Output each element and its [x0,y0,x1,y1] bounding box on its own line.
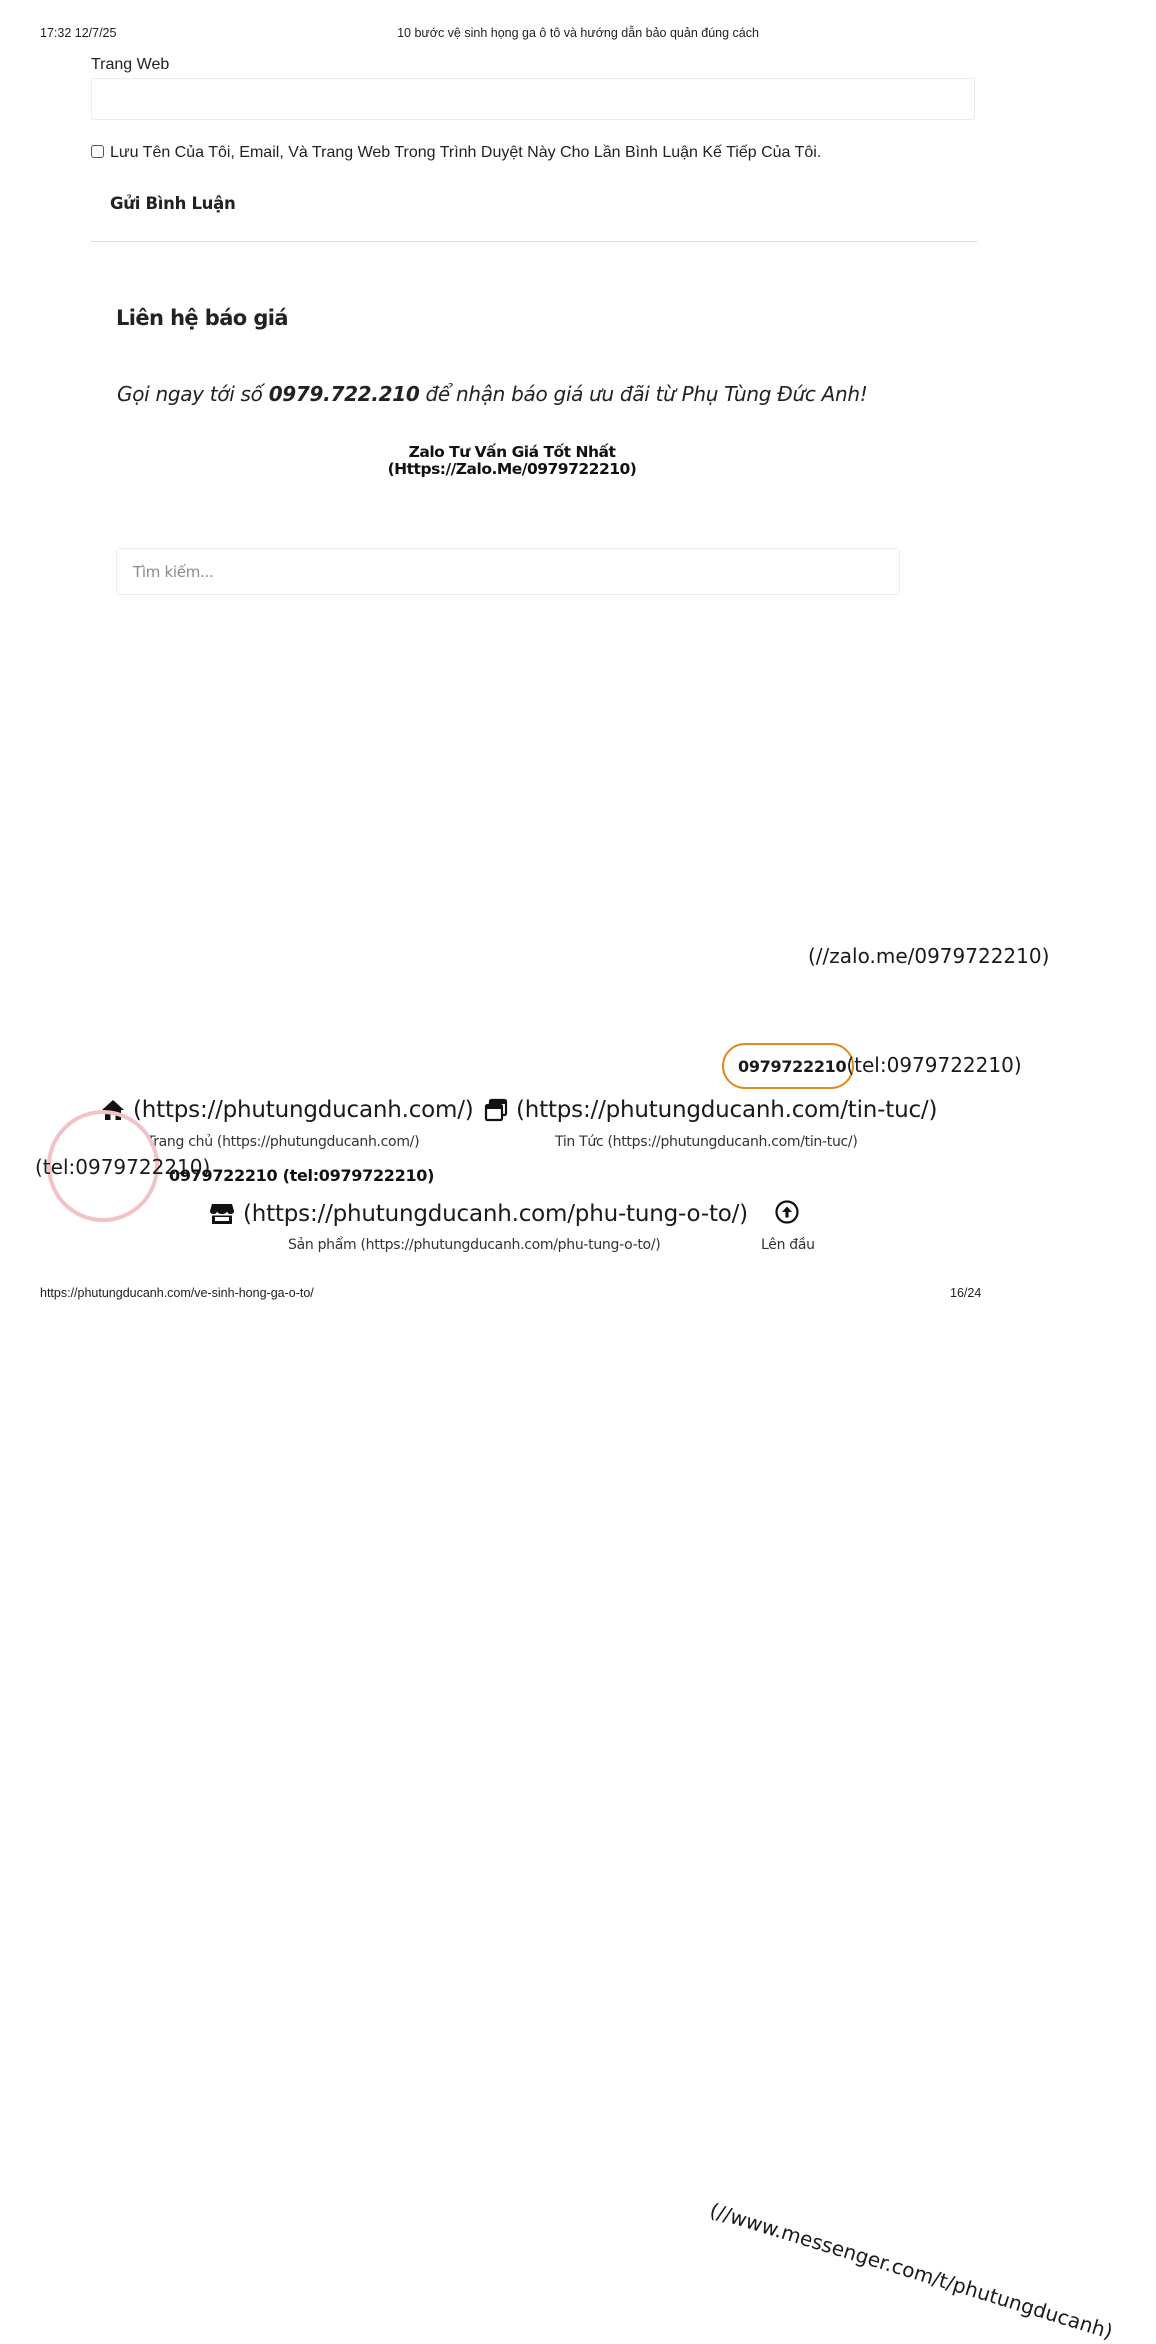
zalo-float-link[interactable]: (//zalo.me/0979722210) [808,944,1050,968]
call-number[interactable]: 0979.722.210 [268,382,420,406]
zalo-link-url: (Https://Zalo.Me/0979722210) [387,460,637,478]
back-to-top-caption[interactable]: Lên đầu [761,1237,815,1253]
print-datetime: 17:32 12/7/25 [40,26,117,40]
messenger-float-link[interactable]: (//www.messenger.com/t/phutungducanh) [706,2198,1116,2344]
print-title: 10 bước vệ sinh họng ga ô tô và hướng dẫn bảo quản đúng cách [397,26,759,40]
divider [91,241,977,242]
phone-left-number[interactable]: 0979722210 (tel:0979722210) [169,1166,435,1185]
phone-float-right[interactable] [738,1053,1022,1077]
zalo-consult-link[interactable] [0,444,1024,478]
nav-products-url: (https://phutungducanh.com/phu-tung-o-to/) [243,1201,748,1227]
store-icon [209,1203,235,1225]
nav-products-caption[interactable]: Sản phẩm (https://phutungducanh.com/phu-tung-o-to/) [288,1237,661,1253]
section-title: Liên hệ báo giá [116,306,288,330]
phone-float-number: 0979722210 [738,1057,847,1076]
save-info-checkbox[interactable] [91,145,104,158]
print-url: https://phutungducanh.com/ve-sinh-hong-ga-o-to/ [40,1286,314,1300]
website-label: Trang Web [91,56,170,73]
nav-home-caption[interactable]: Trang chủ (https://phutungducanh.com/) [147,1134,420,1150]
nav-products-link[interactable] [209,1201,748,1227]
print-page-number: 16/24 [950,1286,982,1300]
nav-news-caption[interactable]: Tin Tức (https://phutungducanh.com/tin-tuc/) [555,1134,858,1150]
save-info-label: Lưu Tên Của Tôi, Email, Và Trang Web Trong Trình Duyệt Này Cho Lần Bình Luận Kế Tiếp Của Tôi. [110,144,822,161]
search-placeholder: Tìm kiếm... [133,562,214,581]
search-input[interactable] [116,548,900,595]
arrow-up-circle-icon [775,1200,799,1224]
call-prefix: Gọi ngay tới số [117,382,269,406]
website-field[interactable] [91,78,975,120]
zalo-link-title: Zalo Tư Vấn Giá Tốt Nhất [408,443,616,461]
call-suffix: để nhận báo giá ưu đãi từ Phụ Tùng Đức Anh! [419,382,868,406]
submit-comment-button[interactable]: Gửi Bình Luận [110,194,236,213]
phone-left-clip [35,1150,211,1184]
nav-home-url: (https://phutungducanh.com/) [133,1097,474,1123]
phone-float-tel: (tel:0979722210) [846,1053,1022,1077]
phone-left-tel[interactable]: (tel:0979722210) [35,1155,211,1179]
back-to-top-button[interactable] [775,1200,799,1229]
save-info-row[interactable] [91,144,821,162]
call-to-action [117,382,867,406]
nav-news-url: (https://phutungducanh.com/tin-tuc/) [516,1097,938,1123]
